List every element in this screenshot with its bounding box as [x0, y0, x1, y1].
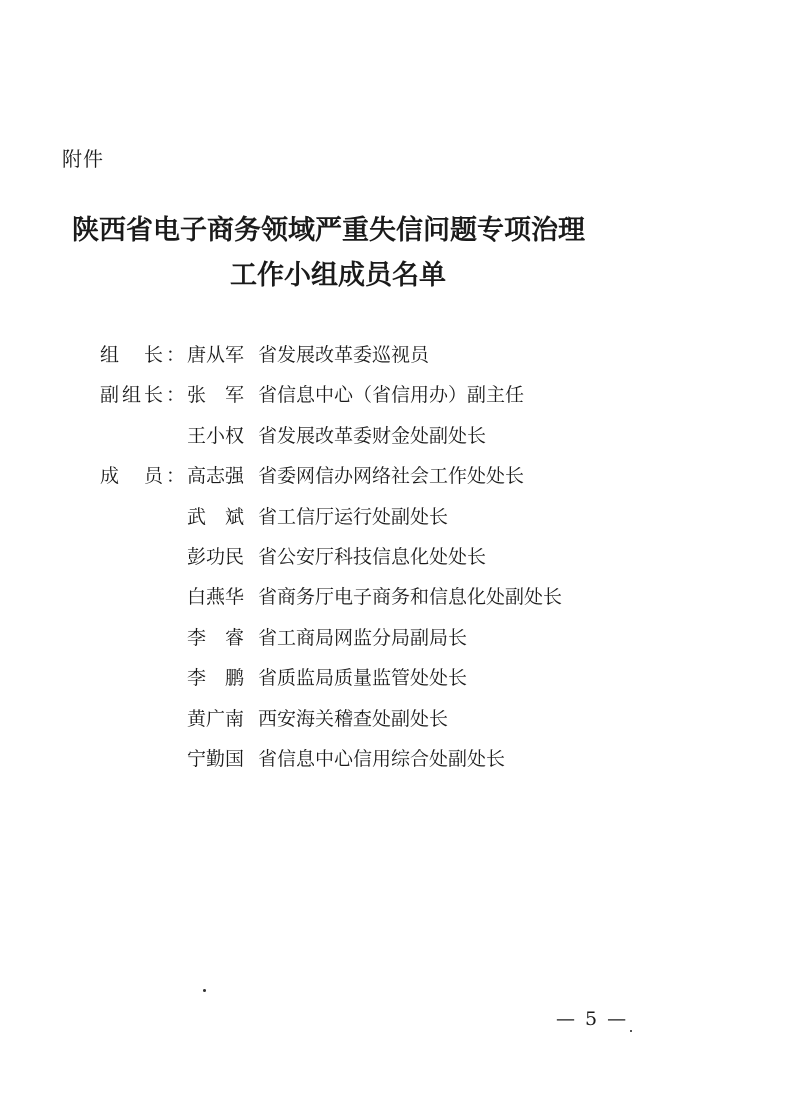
roster-row [100, 618, 720, 658]
roster-position: 省公安厅科技信息化处处长 [258, 545, 487, 568]
roster-row [100, 739, 720, 779]
roster-row [100, 416, 720, 456]
roster-position: 省工信厅运行处副处长 [258, 505, 449, 528]
roster-position: 省工商局网监分局副局长 [258, 626, 468, 649]
roster-position: 省质监局质量监管处处长 [258, 667, 468, 690]
roster-name: 宁勤国 [187, 747, 245, 770]
member-roster [100, 335, 720, 779]
roster-role: 组 长： [100, 344, 185, 366]
roster-row [100, 335, 720, 375]
roster-position: 省委网信办网络社会工作处处长 [258, 465, 525, 488]
roster-position: 省发展改革委巡视员 [258, 344, 430, 366]
roster-row [100, 456, 720, 496]
roster-name: 王小权 [187, 424, 245, 447]
roster-name: 彭功民 [187, 545, 245, 568]
attachment-label: 附件 [62, 147, 104, 171]
roster-row [100, 699, 720, 739]
roster-name: 武 斌 [187, 505, 245, 528]
roster-position: 西安海关稽查处副处长 [258, 707, 449, 730]
roster-name: 李 睿 [187, 626, 245, 649]
roster-name: 高志强 [187, 465, 245, 488]
scan-speck [203, 989, 206, 992]
roster-row [100, 497, 720, 537]
roster-name: 李 鹏 [187, 667, 245, 690]
page-number: — 5 — [556, 1008, 629, 1030]
roster-position: 省信息中心（省信用办）副主任 [258, 384, 525, 407]
roster-role: 成 员： [100, 465, 185, 488]
roster-role: 副组长： [100, 384, 185, 407]
roster-name: 黄广南 [187, 707, 245, 730]
roster-row [100, 577, 720, 617]
roster-name: 唐从军 [187, 344, 245, 366]
roster-position: 省商务厅电子商务和信息化处副处长 [258, 586, 563, 609]
roster-row [100, 658, 720, 698]
roster-position: 省信息中心信用综合处副处长 [258, 747, 506, 770]
document-title-line-2: 工作小组成员名单 [230, 260, 446, 291]
roster-name: 张 军 [187, 384, 245, 407]
roster-position: 省发展改革委财金处副处长 [258, 424, 487, 447]
document-title-line-1: 陕西省电子商务领域严重失信问题专项治理 [72, 215, 585, 246]
roster-row [100, 537, 720, 577]
roster-name: 白燕华 [187, 586, 245, 609]
roster-row [100, 375, 720, 415]
scan-speck [630, 1030, 632, 1032]
